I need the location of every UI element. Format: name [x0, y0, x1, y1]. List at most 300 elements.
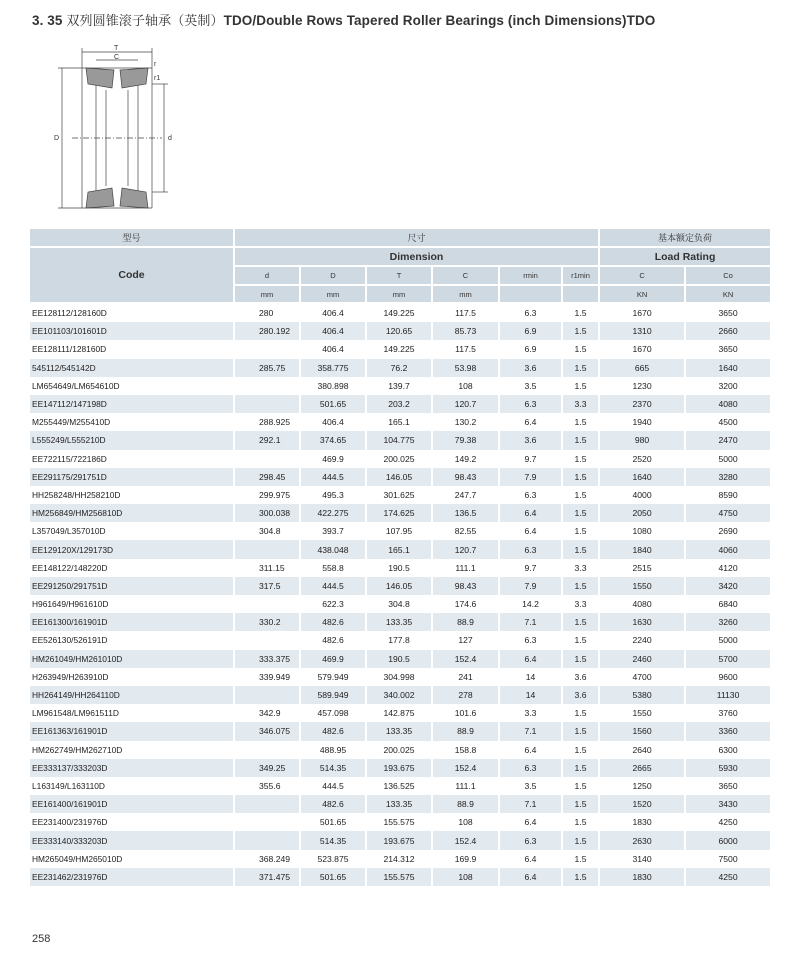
- cell-C: 108: [433, 813, 500, 831]
- cell-D: 438.048: [301, 540, 367, 558]
- cell-co: 6840: [686, 595, 772, 613]
- cell-co: 5000: [686, 631, 772, 649]
- cell-d: [235, 831, 301, 849]
- table-row: [30, 377, 772, 395]
- cell-r1min: 3.3: [563, 559, 600, 577]
- cell-T: 139.7: [367, 377, 433, 395]
- cell-D: 579.949: [301, 668, 367, 686]
- cell-rmin: 14.2: [500, 595, 563, 613]
- cell-d: 280.192: [235, 322, 301, 340]
- cell-C: 111.1: [433, 777, 500, 795]
- cell-rmin: 6.4: [500, 504, 563, 522]
- cell-C: 101.6: [433, 704, 500, 722]
- cell-co: 3760: [686, 704, 772, 722]
- cell-d: [235, 813, 301, 831]
- cell-d: [235, 340, 301, 358]
- cell-D: 444.5: [301, 468, 367, 486]
- cell-D: 406.4: [301, 413, 367, 431]
- cell-cr: 1230: [600, 377, 686, 395]
- cell-cr: 1830: [600, 868, 686, 886]
- cell-T: 149.225: [367, 340, 433, 358]
- table-row: [30, 777, 772, 795]
- cell-C: 120.7: [433, 395, 500, 413]
- cell-rmin: 6.4: [500, 850, 563, 868]
- cell-r1min: 3.6: [563, 668, 600, 686]
- cell-C: 136.5: [433, 504, 500, 522]
- header-col-D: D: [301, 267, 367, 286]
- cell-co: 4250: [686, 868, 772, 886]
- cell-d: 368.249: [235, 850, 301, 868]
- cell-d: 317.5: [235, 577, 301, 595]
- cell-d: 292.1: [235, 431, 301, 449]
- cell-cr: 1080: [600, 522, 686, 540]
- header-unit-r1min: [563, 286, 600, 304]
- cell-rmin: 6.4: [500, 522, 563, 540]
- cell-code: 545112/545142D: [30, 359, 235, 377]
- table-row: [30, 595, 772, 613]
- cell-co: 5000: [686, 450, 772, 468]
- cell-D: 406.4: [301, 322, 367, 340]
- table-row: [30, 868, 772, 886]
- cell-D: 444.5: [301, 577, 367, 595]
- cell-D: 469.9: [301, 450, 367, 468]
- cell-rmin: 3.5: [500, 377, 563, 395]
- bearing-spec-rows: [30, 304, 772, 886]
- cell-code: LM961548/LM961511D: [30, 704, 235, 722]
- cell-code: HM262749/HM262710D: [30, 741, 235, 759]
- cell-r1min: 1.5: [563, 831, 600, 849]
- table-row: [30, 359, 772, 377]
- cell-T: 133.35: [367, 613, 433, 631]
- cell-co: 3650: [686, 304, 772, 322]
- cell-T: 214.312: [367, 850, 433, 868]
- header-col-rmin: rmin: [500, 267, 563, 286]
- cell-D: 622.3: [301, 595, 367, 613]
- cell-co: 3200: [686, 377, 772, 395]
- table-row: [30, 759, 772, 777]
- cell-co: 1640: [686, 359, 772, 377]
- cell-code: EE128111/128160D: [30, 340, 235, 358]
- cell-r1min: 1.5: [563, 650, 600, 668]
- cell-D: 358.775: [301, 359, 367, 377]
- header-unit-T: mm: [367, 286, 433, 304]
- cell-rmin: 6.4: [500, 650, 563, 668]
- table-row: [30, 577, 772, 595]
- cell-d: 339.949: [235, 668, 301, 686]
- cell-d: 349.25: [235, 759, 301, 777]
- cell-code: EE161363/161901D: [30, 722, 235, 740]
- cell-T: 304.8: [367, 595, 433, 613]
- cell-T: 193.675: [367, 831, 433, 849]
- cell-cr: 2630: [600, 831, 686, 849]
- cell-co: 2470: [686, 431, 772, 449]
- cell-C: 88.9: [433, 613, 500, 631]
- cell-D: 488.95: [301, 741, 367, 759]
- table-row: [30, 722, 772, 740]
- cell-rmin: 6.4: [500, 868, 563, 886]
- cell-co: 3650: [686, 777, 772, 795]
- cell-co: 4500: [686, 413, 772, 431]
- cell-C: 117.5: [433, 304, 500, 322]
- cell-C: 149.2: [433, 450, 500, 468]
- cell-C: 152.4: [433, 831, 500, 849]
- header-rating-cn: 基本额定负荷: [600, 229, 772, 248]
- cell-co: 9600: [686, 668, 772, 686]
- cell-D: 422.275: [301, 504, 367, 522]
- cell-code: EE128112/128160D: [30, 304, 235, 322]
- cell-D: 457.098: [301, 704, 367, 722]
- cell-cr: 665: [600, 359, 686, 377]
- table-row: [30, 650, 772, 668]
- cell-rmin: 9.7: [500, 450, 563, 468]
- cell-co: 8590: [686, 486, 772, 504]
- cell-T: 190.5: [367, 559, 433, 577]
- table-row: [30, 741, 772, 759]
- cell-rmin: 7.1: [500, 722, 563, 740]
- cell-rmin: 3.6: [500, 431, 563, 449]
- cell-rmin: 7.1: [500, 795, 563, 813]
- header-unit-co: KN: [686, 286, 772, 304]
- cell-C: 278: [433, 686, 500, 704]
- cell-cr: 1630: [600, 613, 686, 631]
- cell-C: 152.4: [433, 650, 500, 668]
- cell-C: 120.7: [433, 540, 500, 558]
- cell-code: HH258248/HH258210D: [30, 486, 235, 504]
- cell-C: 79.38: [433, 431, 500, 449]
- cell-code: EE526130/526191D: [30, 631, 235, 649]
- header-unit-cr: KN: [600, 286, 686, 304]
- header-col-r1min: r1min: [563, 267, 600, 286]
- header-col-T: T: [367, 267, 433, 286]
- cell-code: HM256849/HM256810D: [30, 504, 235, 522]
- diagram-label-r: r: [154, 61, 157, 68]
- table-row: [30, 413, 772, 431]
- cell-code: LM654649/LM654610D: [30, 377, 235, 395]
- cell-d: 288.925: [235, 413, 301, 431]
- cell-T: 165.1: [367, 540, 433, 558]
- cell-cr: 1550: [600, 577, 686, 595]
- cell-r1min: 1.5: [563, 522, 600, 540]
- cell-r1min: 1.5: [563, 359, 600, 377]
- cell-rmin: 6.3: [500, 631, 563, 649]
- cell-cr: 1310: [600, 322, 686, 340]
- cell-T: 133.35: [367, 795, 433, 813]
- cell-cr: 2520: [600, 450, 686, 468]
- cell-co: 3420: [686, 577, 772, 595]
- cell-C: 85.73: [433, 322, 500, 340]
- cell-code: EE333140/333203D: [30, 831, 235, 849]
- cell-r1min: 1.5: [563, 322, 600, 340]
- cell-d: 299.975: [235, 486, 301, 504]
- cell-d: 342.9: [235, 704, 301, 722]
- cell-co: 3430: [686, 795, 772, 813]
- cell-co: 3650: [686, 340, 772, 358]
- cell-rmin: 3.5: [500, 777, 563, 795]
- cell-code: EE291250/291751D: [30, 577, 235, 595]
- cell-r1min: 1.5: [563, 486, 600, 504]
- cell-code: EE231462/231976D: [30, 868, 235, 886]
- cell-co: 4750: [686, 504, 772, 522]
- cell-T: 142.875: [367, 704, 433, 722]
- cell-T: 133.35: [367, 722, 433, 740]
- cell-D: 482.6: [301, 613, 367, 631]
- cell-C: 108: [433, 868, 500, 886]
- cell-d: [235, 631, 301, 649]
- cell-C: 174.6: [433, 595, 500, 613]
- cell-C: 53.98: [433, 359, 500, 377]
- cell-d: [235, 540, 301, 558]
- cell-r1min: 1.5: [563, 431, 600, 449]
- cell-C: 111.1: [433, 559, 500, 577]
- cell-cr: 1640: [600, 468, 686, 486]
- diagram-label-C: C: [114, 54, 120, 61]
- cell-D: 380.898: [301, 377, 367, 395]
- table-row: [30, 831, 772, 849]
- cell-C: 127: [433, 631, 500, 649]
- header-unit-C: mm: [433, 286, 500, 304]
- cell-r1min: 1.5: [563, 813, 600, 831]
- table-row: [30, 540, 772, 558]
- table-row: [30, 304, 772, 322]
- table-row: [30, 559, 772, 577]
- cell-cr: 1250: [600, 777, 686, 795]
- header-size-cn: 尺寸: [235, 229, 600, 248]
- cell-D: 406.4: [301, 304, 367, 322]
- header-model-cn: 型号: [30, 229, 235, 248]
- cell-C: 88.9: [433, 795, 500, 813]
- cell-d: [235, 686, 301, 704]
- cell-code: EE147112/147198D: [30, 395, 235, 413]
- cell-co: 4120: [686, 559, 772, 577]
- cell-d: 355.6: [235, 777, 301, 795]
- cell-r1min: 1.5: [563, 613, 600, 631]
- cell-cr: 1560: [600, 722, 686, 740]
- cell-code: EE101103/101601D: [30, 322, 235, 340]
- cell-r1min: 1.5: [563, 413, 600, 431]
- cell-d: 304.8: [235, 522, 301, 540]
- page-number: 258: [32, 933, 51, 945]
- diagram-label-T: T: [114, 45, 119, 52]
- table-row: [30, 504, 772, 522]
- cell-cr: 5380: [600, 686, 686, 704]
- cell-T: 165.1: [367, 413, 433, 431]
- cell-co: 4060: [686, 540, 772, 558]
- cell-rmin: 14: [500, 668, 563, 686]
- cell-cr: 1670: [600, 340, 686, 358]
- cell-T: 149.225: [367, 304, 433, 322]
- table-row: [30, 450, 772, 468]
- cell-rmin: 14: [500, 686, 563, 704]
- cell-code: L163149/L163110D: [30, 777, 235, 795]
- cell-C: 158.8: [433, 741, 500, 759]
- cell-T: 76.2: [367, 359, 433, 377]
- cell-rmin: 6.9: [500, 322, 563, 340]
- header-code: Code: [30, 248, 235, 304]
- table-row: [30, 850, 772, 868]
- cell-d: [235, 395, 301, 413]
- cell-T: 146.05: [367, 577, 433, 595]
- cell-T: 120.65: [367, 322, 433, 340]
- cell-co: 3260: [686, 613, 772, 631]
- cell-code: HM265049/HM265010D: [30, 850, 235, 868]
- header-col-d: d: [235, 267, 301, 286]
- table-row: [30, 813, 772, 831]
- cell-code: H263949/H263910D: [30, 668, 235, 686]
- cell-T: 193.675: [367, 759, 433, 777]
- cell-D: 482.6: [301, 722, 367, 740]
- cell-cr: 2240: [600, 631, 686, 649]
- cell-co: 4080: [686, 395, 772, 413]
- diagram-label-D: D: [54, 135, 60, 142]
- cell-d: 371.475: [235, 868, 301, 886]
- cell-co: 5700: [686, 650, 772, 668]
- cell-d: [235, 741, 301, 759]
- cell-T: 190.5: [367, 650, 433, 668]
- cell-T: 136.525: [367, 777, 433, 795]
- cell-d: 346.075: [235, 722, 301, 740]
- header-col-cr: C: [600, 267, 686, 286]
- table-row: [30, 322, 772, 340]
- cell-D: 374.65: [301, 431, 367, 449]
- cell-r1min: 1.5: [563, 631, 600, 649]
- table-row: [30, 522, 772, 540]
- cell-cr: 2460: [600, 650, 686, 668]
- cell-code: EE291175/291751D: [30, 468, 235, 486]
- cell-cr: 2665: [600, 759, 686, 777]
- table-row: [30, 431, 772, 449]
- cell-co: 5930: [686, 759, 772, 777]
- cell-C: 247.7: [433, 486, 500, 504]
- cell-code: EE161400/161901D: [30, 795, 235, 813]
- cell-D: 393.7: [301, 522, 367, 540]
- cell-D: 501.65: [301, 395, 367, 413]
- cell-rmin: 6.3: [500, 831, 563, 849]
- cell-r1min: 1.5: [563, 540, 600, 558]
- table-row: [30, 395, 772, 413]
- header-load-rating: Load Rating: [600, 248, 772, 267]
- cell-C: 108: [433, 377, 500, 395]
- cell-rmin: 9.7: [500, 559, 563, 577]
- cell-d: 333.375: [235, 650, 301, 668]
- cell-co: 6000: [686, 831, 772, 849]
- cell-r1min: 1.5: [563, 741, 600, 759]
- cell-rmin: 6.4: [500, 413, 563, 431]
- cell-r1min: 1.5: [563, 468, 600, 486]
- cell-C: 98.43: [433, 577, 500, 595]
- cell-T: 301.625: [367, 486, 433, 504]
- table-row: [30, 704, 772, 722]
- cell-code: EE161300/161901D: [30, 613, 235, 631]
- cell-code: L555249/L555210D: [30, 431, 235, 449]
- cell-cr: 2640: [600, 741, 686, 759]
- cell-r1min: 1.5: [563, 759, 600, 777]
- cell-cr: 4000: [600, 486, 686, 504]
- cell-cr: 1670: [600, 304, 686, 322]
- cell-r1min: 1.5: [563, 868, 600, 886]
- cell-D: 501.65: [301, 813, 367, 831]
- cell-r1min: 3.3: [563, 395, 600, 413]
- cell-code: HM261049/HM261010D: [30, 650, 235, 668]
- cell-T: 155.575: [367, 868, 433, 886]
- cell-rmin: 6.3: [500, 486, 563, 504]
- cell-co: 3280: [686, 468, 772, 486]
- header-unit-D: mm: [301, 286, 367, 304]
- cell-D: 482.6: [301, 631, 367, 649]
- cell-cr: 1840: [600, 540, 686, 558]
- cell-r1min: 1.5: [563, 704, 600, 722]
- cell-rmin: 7.9: [500, 577, 563, 595]
- cell-d: 300.038: [235, 504, 301, 522]
- table-row: [30, 486, 772, 504]
- cell-rmin: 6.3: [500, 395, 563, 413]
- cell-T: 203.2: [367, 395, 433, 413]
- cell-C: 98.43: [433, 468, 500, 486]
- cell-T: 304.998: [367, 668, 433, 686]
- cell-co: 2690: [686, 522, 772, 540]
- cell-rmin: 3.3: [500, 704, 563, 722]
- diagram-label-r1: r1: [154, 75, 161, 82]
- cell-D: 444.5: [301, 777, 367, 795]
- cell-T: 174.625: [367, 504, 433, 522]
- cell-r1min: 1.5: [563, 340, 600, 358]
- cell-co: 7500: [686, 850, 772, 868]
- cell-co: 3360: [686, 722, 772, 740]
- cell-D: 406.4: [301, 340, 367, 358]
- cell-r1min: 1.5: [563, 795, 600, 813]
- cell-D: 482.6: [301, 795, 367, 813]
- cell-D: 495.3: [301, 486, 367, 504]
- cell-code: H961649/H961610D: [30, 595, 235, 613]
- cell-code: EE722115/722186D: [30, 450, 235, 468]
- cell-C: 169.9: [433, 850, 500, 868]
- bearing-cross-section-diagram: [52, 40, 182, 215]
- cell-cr: 1830: [600, 813, 686, 831]
- cell-d: 280: [235, 304, 301, 322]
- cell-T: 107.95: [367, 522, 433, 540]
- title-chinese: 双列圆锥滚子轴承（英制）: [66, 14, 224, 29]
- cell-C: 82.55: [433, 522, 500, 540]
- table-row: [30, 686, 772, 704]
- cell-d: [235, 595, 301, 613]
- cell-r1min: 1.5: [563, 304, 600, 322]
- cell-rmin: 6.3: [500, 540, 563, 558]
- cell-r1min: 1.5: [563, 450, 600, 468]
- cell-d: 311.15: [235, 559, 301, 577]
- diagram-label-d: d: [168, 135, 172, 142]
- cell-T: 340.002: [367, 686, 433, 704]
- cell-C: 88.9: [433, 722, 500, 740]
- cell-rmin: 7.9: [500, 468, 563, 486]
- cell-code: EE333137/333203D: [30, 759, 235, 777]
- bearing-spec-table: [30, 229, 772, 886]
- cell-co: 4250: [686, 813, 772, 831]
- cell-r1min: 1.5: [563, 377, 600, 395]
- cell-C: 152.4: [433, 759, 500, 777]
- cell-d: 298.45: [235, 468, 301, 486]
- cell-code: M255449/M255410D: [30, 413, 235, 431]
- cell-d: 285.75: [235, 359, 301, 377]
- table-row: [30, 631, 772, 649]
- header-unit-d: mm: [235, 286, 301, 304]
- table-row: [30, 340, 772, 358]
- page-title: [32, 10, 802, 29]
- section-number: 3. 35: [32, 13, 63, 28]
- cell-co: 2660: [686, 322, 772, 340]
- cell-code: EE148122/148220D: [30, 559, 235, 577]
- cell-r1min: 1.5: [563, 504, 600, 522]
- cell-C: 117.5: [433, 340, 500, 358]
- cell-cr: 4080: [600, 595, 686, 613]
